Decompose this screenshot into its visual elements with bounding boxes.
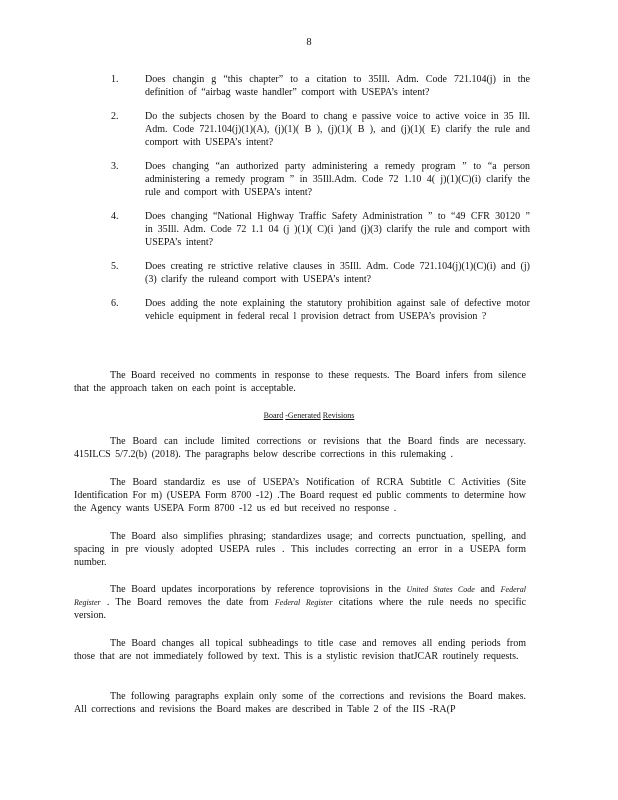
question-item: [0, 260, 618, 286]
question-list: [0, 73, 618, 334]
question-text: Does creating re strictive relative clauses in 35Ill. Adm. Code 721.104(j)(1)(C)(i) and (j)(3) clarify the ruleand comport with USEPA’s intent?: [145, 261, 530, 285]
page-number: 8: [306, 37, 312, 48]
paragraph-subheadings: The Board changes all topical subheadings to title case and removes all ending periods from those that are not immediately followed by text. This is a stylistic revision thatJCAR routinely requests.: [74, 638, 526, 662]
paragraph-limited-corrections: The Board can include limited corrections or revisions that the Board finds are necessary. 415ILCS 5/7.2(b) (2018). The paragraphs below describe corrections in this rulemaking .: [74, 436, 526, 460]
question-number: 3.: [111, 161, 119, 172]
question-item: [0, 160, 618, 199]
incorp-federal-register: Federal Register: [274, 598, 333, 607]
incorp-text: . The Board removes the date from: [100, 597, 275, 608]
question-number: 5.: [111, 261, 119, 272]
heading-part: Board: [263, 411, 284, 420]
question-number: 4.: [111, 211, 119, 222]
question-text: Does adding the note explaining the statutory prohibition against sale of defective motor vehicle equipment in federal recal l provision detract from USEPA’s provision ?: [145, 298, 530, 322]
heading-part: -Generated: [285, 411, 321, 420]
paragraph-following: The following paragraphs explain only some of the corrections and revisions the Board makes. All corrections and revisions the Board makes are described in Table 2 of the IIS -RA(P: [74, 691, 526, 715]
question-item: [0, 110, 618, 149]
question-number: 6.: [111, 298, 119, 309]
paragraph-simplifies: The Board also simplifies phrasing; standardizes usage; and corrects punctuation, spelling, and spacing in pre viously adopted USEPA rules . This includes correcting an error in a USEPA form number.: [74, 531, 526, 568]
incorp-usc: United States Code: [406, 585, 475, 594]
question-item: [0, 73, 618, 99]
incorp-text: citations where the rule needs no specific version.: [74, 597, 527, 621]
heading-part: Revisions: [322, 411, 355, 420]
question-number: 1.: [111, 74, 119, 85]
paragraph-incorporations: [74, 583, 526, 622]
paragraph-no-comments: The Board received no comments in response to these requests. The Board infers from silence that the approach taken on each point is acceptable.: [74, 370, 526, 394]
question-number: 2.: [111, 111, 119, 122]
incorp-text: The Board updates incorporations by reference toprovisions in the: [110, 584, 407, 595]
question-text: Does changin g “this chapter” to a citation to 35Ill. Adm. Code 721.104(j) in the definition of “airbag waste handler” comport with USEPA’s intent?: [145, 74, 530, 98]
paragraph-standardize: The Board standardiz es use of USEPA’s Notification of RCRA Subtitle C Activities (Site Identification For m) (USEPA Form 8700 -12) .The Board request ed public comments to determine how the Agency wants USEPA Form 8700 -12 us ed but received no response .: [74, 477, 526, 514]
question-text: Does changing “National Highway Traffic Safety Administration ” to “49 CFR 30120 ” in 35Ill. Adm. Code 72 1.1 04 (j )(1)( C)(i )and (j)(3) clarify the rule and comport with USEPA’s intent?: [145, 211, 530, 248]
question-item: [0, 210, 618, 249]
question-item: [0, 297, 618, 323]
question-text: Does changing “an authorized party administering a remedy program ” to “a person administering a remedy program ” in 35Ill.Adm. Code 72 1.10 4( j)(1)(C)(i) clarify the rule and comport with USEPA’s intent?: [145, 161, 530, 198]
incorp-federal-register: Federal Register: [74, 585, 526, 607]
question-text: Do the subjects chosen by the Board to chang e passive voice to active voice in 35 Ill. Adm. Code 721.104(j)(1)(A), (j)(1)( B ), (j)(1)( B ), and (j)(1)( E) clarify the rule and comport with USEPA’s intent?: [145, 111, 530, 148]
section-heading: [0, 411, 618, 420]
incorp-text: and: [474, 584, 501, 595]
